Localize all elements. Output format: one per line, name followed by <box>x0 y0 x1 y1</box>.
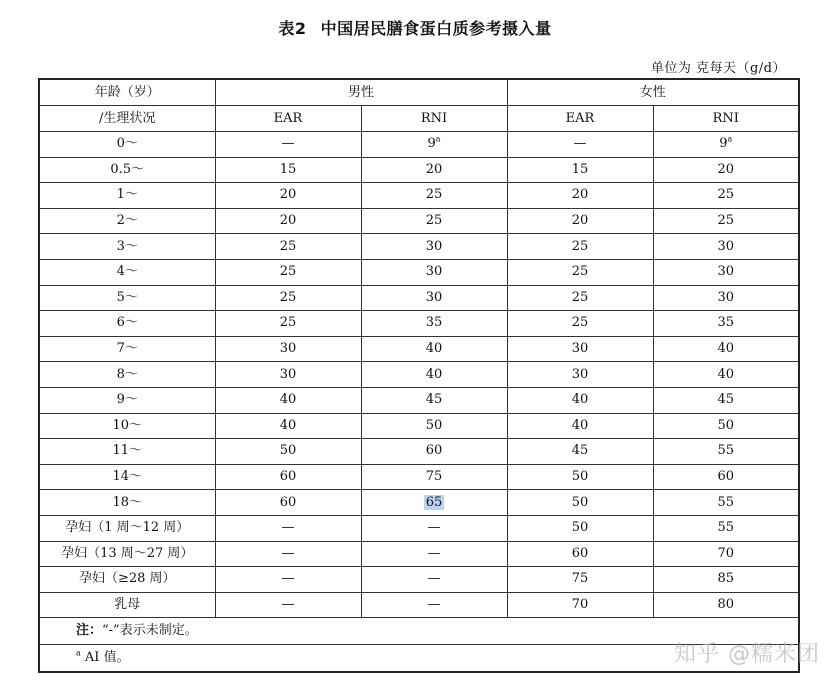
male-ear-cell-value: 50 <box>279 443 297 459</box>
table-row <box>39 362 799 388</box>
male-ear-cell <box>215 362 361 388</box>
female-rni-cell-value: 40 <box>717 366 735 382</box>
table-row <box>39 490 799 516</box>
female-ear-cell-value: 50 <box>571 494 589 510</box>
age-cell-value: 0～ <box>116 136 138 152</box>
male-ear-cell <box>215 387 361 413</box>
female-ear-cell <box>507 285 653 311</box>
female-ear-cell <box>507 387 653 413</box>
age-cell-value: 9～ <box>116 392 138 408</box>
age-cell <box>39 413 215 439</box>
note-text: “-”表示未制定。 <box>102 623 198 639</box>
male-ear-cell <box>215 515 361 541</box>
male-ear-cell <box>215 592 361 618</box>
female-ear-cell-value: 60 <box>571 545 589 561</box>
male-rni-cell <box>361 387 507 413</box>
male-rni-cell-value: 50 <box>425 417 443 433</box>
table-row <box>39 413 799 439</box>
age-cell <box>39 336 215 362</box>
male-rni-cell <box>361 311 507 337</box>
female-ear-cell <box>507 259 653 285</box>
age-cell-value: 孕妇（1 周～12 周） <box>65 520 190 536</box>
female-rni-cell <box>653 208 799 234</box>
age-cell-value: 5～ <box>116 289 138 305</box>
age-cell <box>39 132 215 158</box>
female-ear-cell <box>507 592 653 618</box>
male-rni-cell-value: 30 <box>425 264 443 280</box>
table-body <box>39 132 799 618</box>
age-cell-value: 2～ <box>116 213 138 229</box>
female-ear-cell <box>507 362 653 388</box>
male-rni-cell-value: 40 <box>425 341 443 357</box>
female-ear-cell-value: 20 <box>571 187 589 203</box>
female-ear-cell <box>507 183 653 209</box>
male-rni-cell <box>361 336 507 362</box>
male-rni-cell <box>361 541 507 567</box>
table-row <box>39 592 799 618</box>
male-rni-header: RNI <box>361 106 507 132</box>
age-cell-value: 3～ <box>116 238 138 254</box>
female-ear-cell-value: 75 <box>571 571 589 587</box>
male-ear-cell-value: — <box>281 545 295 561</box>
male-rni-cell-value: — <box>427 571 441 587</box>
age-cell <box>39 183 215 209</box>
female-ear-cell-value: 30 <box>571 341 589 357</box>
male-rni-cell-value: 45 <box>425 392 443 408</box>
male-rni-cell <box>361 464 507 490</box>
female-rni-cell-value: 55 <box>717 443 735 459</box>
table-row <box>39 183 799 209</box>
female-rni-cell-value: 80 <box>717 596 735 612</box>
female-rni-cell <box>653 541 799 567</box>
female-ear-header: EAR <box>507 106 653 132</box>
female-ear-cell-value: 15 <box>571 161 589 177</box>
male-ear-cell <box>215 311 361 337</box>
male-ear-cell <box>215 541 361 567</box>
male-ear-cell-value: 15 <box>279 161 297 177</box>
age-cell <box>39 208 215 234</box>
male-header: 男性 <box>215 79 507 106</box>
male-ear-cell <box>215 259 361 285</box>
female-rni-header: RNI <box>653 106 799 132</box>
female-rni-cell <box>653 464 799 490</box>
male-rni-cell-value: 25 <box>425 187 443 203</box>
female-ear-cell-value: 70 <box>571 596 589 612</box>
male-ear-cell-value: 60 <box>279 494 297 510</box>
male-ear-cell-value: 30 <box>279 341 297 357</box>
age-cell <box>39 387 215 413</box>
male-rni-cell <box>361 362 507 388</box>
female-ear-cell <box>507 413 653 439</box>
female-rni-cell <box>653 336 799 362</box>
footnote-text: AI 值。 <box>80 650 130 666</box>
footnote-marker: a <box>727 134 733 144</box>
female-ear-cell <box>507 490 653 516</box>
female-ear-cell <box>507 515 653 541</box>
male-rni-cell <box>361 132 507 158</box>
table-row <box>39 285 799 311</box>
male-ear-header: EAR <box>215 106 361 132</box>
male-rni-cell-value: — <box>427 545 441 561</box>
age-cell-value: 18～ <box>112 494 143 510</box>
table-row <box>39 439 799 465</box>
female-rni-cell-value: 50 <box>717 417 735 433</box>
age-cell-value: 1～ <box>116 187 138 203</box>
age-cell-value: 孕妇（13 周～27 周） <box>61 545 194 561</box>
age-cell <box>39 362 215 388</box>
male-ear-cell <box>215 285 361 311</box>
male-rni-cell-value: 9 <box>427 136 436 152</box>
male-rni-cell-value: 25 <box>425 213 443 229</box>
male-ear-cell <box>215 234 361 260</box>
age-cell-value: 6～ <box>116 315 138 331</box>
male-ear-cell-value: 20 <box>279 213 297 229</box>
male-rni-cell <box>361 208 507 234</box>
male-rni-cell-value: 75 <box>425 469 443 485</box>
female-rni-cell <box>653 362 799 388</box>
female-rni-cell-value: 40 <box>717 341 735 357</box>
male-rni-cell <box>361 592 507 618</box>
age-cell-value: 14～ <box>112 469 143 485</box>
age-cell <box>39 157 215 183</box>
footnote-marker: a <box>435 134 441 144</box>
table-row <box>39 567 799 593</box>
female-rni-cell-value: 20 <box>717 161 735 177</box>
male-rni-cell-value: 20 <box>425 161 443 177</box>
table-row <box>39 541 799 567</box>
male-ear-cell-value: — <box>281 136 295 152</box>
female-rni-cell-value: 30 <box>717 238 735 254</box>
male-ear-cell <box>215 439 361 465</box>
female-rni-cell-value: 85 <box>717 571 735 587</box>
male-ear-cell-value: 25 <box>279 289 297 305</box>
female-rni-cell <box>653 259 799 285</box>
male-ear-cell-value: 25 <box>279 315 297 331</box>
male-ear-cell-value: 60 <box>279 469 297 485</box>
female-ear-cell <box>507 234 653 260</box>
female-rni-cell <box>653 132 799 158</box>
age-cell-value: 乳母 <box>114 596 141 612</box>
age-cell-value: 7～ <box>116 341 138 357</box>
age-cell-value: 8～ <box>116 366 138 382</box>
table-row <box>39 259 799 285</box>
female-rni-cell-value: 35 <box>717 315 735 331</box>
protein-intake-table <box>38 78 800 673</box>
age-cell <box>39 259 215 285</box>
male-ear-cell <box>215 490 361 516</box>
age-cell <box>39 234 215 260</box>
female-rni-cell-value: 25 <box>717 213 735 229</box>
female-rni-cell-value: 60 <box>717 469 735 485</box>
table-row <box>39 515 799 541</box>
table-row <box>39 234 799 260</box>
male-rni-cell-value: 30 <box>425 238 443 254</box>
female-rni-cell-value: 55 <box>717 520 735 536</box>
male-ear-cell <box>215 567 361 593</box>
male-rni-cell-value: — <box>427 596 441 612</box>
age-cell-value: 孕妇（≥28 周） <box>78 571 176 587</box>
male-rni-cell <box>361 259 507 285</box>
table-row <box>39 311 799 337</box>
male-rni-cell <box>361 490 507 516</box>
unit-label: 单位为 克每天（g/d） <box>650 61 786 76</box>
table-row <box>39 132 799 158</box>
female-ear-cell-value: 40 <box>571 392 589 408</box>
header-row-2 <box>39 106 799 132</box>
male-rni-cell <box>361 439 507 465</box>
age-cell <box>39 541 215 567</box>
female-rni-cell <box>653 413 799 439</box>
male-rni-cell <box>361 183 507 209</box>
male-rni-cell-value: 40 <box>425 366 443 382</box>
female-ear-cell-value: 40 <box>571 417 589 433</box>
female-ear-cell <box>507 541 653 567</box>
female-ear-cell <box>507 208 653 234</box>
table-row <box>39 157 799 183</box>
male-rni-cell <box>361 234 507 260</box>
female-rni-cell-value: 30 <box>717 264 735 280</box>
female-rni-cell-value: 9 <box>719 136 728 152</box>
female-rni-cell <box>653 183 799 209</box>
age-cell <box>39 311 215 337</box>
age-cell <box>39 285 215 311</box>
age-cell <box>39 567 215 593</box>
note-prefix: 注： <box>76 623 103 639</box>
female-rni-cell <box>653 567 799 593</box>
female-rni-cell-value: 25 <box>717 187 735 203</box>
age-cell <box>39 464 215 490</box>
male-ear-cell-value: — <box>281 520 295 536</box>
table-title-text: 中国居民膳食蛋白质参考摄入量 <box>320 19 552 38</box>
male-rni-cell <box>361 157 507 183</box>
female-rni-cell-value: 70 <box>717 545 735 561</box>
watermark: 知乎 @糯米团 <box>674 642 820 667</box>
male-ear-cell <box>215 157 361 183</box>
male-ear-cell-value: 40 <box>279 392 297 408</box>
age-cell <box>39 439 215 465</box>
female-ear-cell-value: — <box>573 136 587 152</box>
female-ear-cell-value: 25 <box>571 315 589 331</box>
male-rni-cell <box>361 413 507 439</box>
table-row <box>39 336 799 362</box>
female-rni-cell <box>653 157 799 183</box>
female-rni-cell <box>653 490 799 516</box>
female-ear-cell-value: 50 <box>571 469 589 485</box>
male-ear-cell-value: 40 <box>279 417 297 433</box>
male-ear-cell-value: 25 <box>279 238 297 254</box>
male-ear-cell <box>215 183 361 209</box>
female-ear-cell-value: 25 <box>571 264 589 280</box>
male-ear-cell <box>215 336 361 362</box>
female-rni-cell <box>653 285 799 311</box>
male-rni-cell-value: 60 <box>425 443 443 459</box>
female-rni-cell-value: 45 <box>717 392 735 408</box>
table-row <box>39 208 799 234</box>
female-ear-cell-value: 25 <box>571 289 589 305</box>
age-header-line1: 年龄（岁） <box>39 79 215 106</box>
female-ear-cell-value: 25 <box>571 238 589 254</box>
female-ear-cell <box>507 439 653 465</box>
male-ear-cell <box>215 464 361 490</box>
age-cell-value: 4～ <box>116 264 138 280</box>
footnote-mark: a <box>76 648 81 658</box>
male-ear-cell-value: — <box>281 596 295 612</box>
female-rni-cell-value: 30 <box>717 289 735 305</box>
female-rni-cell <box>653 387 799 413</box>
age-cell <box>39 490 215 516</box>
female-ear-cell <box>507 157 653 183</box>
male-ear-cell-value: 25 <box>279 264 297 280</box>
male-ear-cell <box>215 413 361 439</box>
age-cell <box>39 592 215 618</box>
female-ear-cell <box>507 567 653 593</box>
female-ear-cell <box>507 336 653 362</box>
female-rni-cell <box>653 439 799 465</box>
table-title <box>0 16 830 39</box>
table-label: 表2 <box>278 19 307 38</box>
female-rni-cell <box>653 592 799 618</box>
male-rni-cell <box>361 567 507 593</box>
male-ear-cell-value: — <box>281 571 295 587</box>
male-ear-cell <box>215 208 361 234</box>
female-ear-cell <box>507 464 653 490</box>
male-rni-cell-value: 65 <box>425 494 443 510</box>
female-rni-cell <box>653 515 799 541</box>
female-ear-cell-value: 20 <box>571 213 589 229</box>
age-cell-value: 10～ <box>112 417 143 433</box>
male-ear-cell-value: 20 <box>279 187 297 203</box>
age-header-line2: /生理状况 <box>39 106 215 132</box>
header-row-1 <box>39 79 799 106</box>
female-ear-cell <box>507 311 653 337</box>
male-rni-cell <box>361 285 507 311</box>
female-rni-cell <box>653 311 799 337</box>
age-cell-value: 11～ <box>112 443 143 459</box>
female-rni-cell-value: 55 <box>717 494 735 510</box>
female-ear-cell <box>507 132 653 158</box>
male-rni-cell-value: — <box>427 520 441 536</box>
male-rni-cell-value: 30 <box>425 289 443 305</box>
female-ear-cell-value: 50 <box>571 520 589 536</box>
female-header: 女性 <box>507 79 799 106</box>
female-ear-cell-value: 45 <box>571 443 589 459</box>
male-ear-cell-value: 30 <box>279 366 297 382</box>
male-ear-cell <box>215 132 361 158</box>
table-row <box>39 464 799 490</box>
male-rni-cell-value: 35 <box>425 315 443 331</box>
table-row <box>39 387 799 413</box>
female-ear-cell-value: 30 <box>571 366 589 382</box>
male-rni-cell <box>361 515 507 541</box>
female-rni-cell <box>653 234 799 260</box>
age-cell-value: 0.5～ <box>110 161 145 177</box>
age-cell <box>39 515 215 541</box>
